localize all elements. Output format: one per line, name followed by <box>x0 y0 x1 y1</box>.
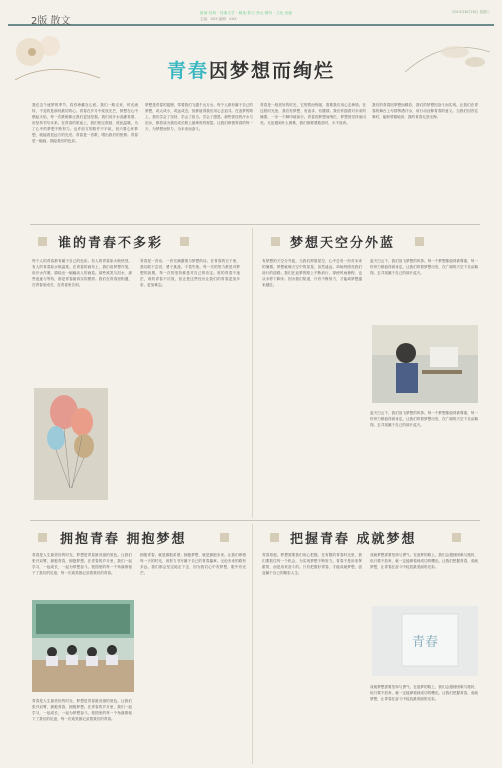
title-ornament <box>270 533 279 542</box>
section-1-title: 谁的青春不多彩 <box>58 236 164 251</box>
section-3-column-2: 拥抱青春，就是拥抱希望；拥抱梦想，就是拥抱未来。让我们珍惜每一天的时光，用努力书写属于自己的青春篇章。无论未来的路有多远，我们都会坚定地走下去，因为我们心中有梦想，眼中有光芒。 <box>140 553 246 575</box>
main-column-3: 青春是一段美好的时光，它短暂而绚丽，需要我们用心去珍惜。在这段时光里，我们有梦想、有追求、有激情。我们怀揣着对未来的憧憬，一步一个脚印地前行。青春因梦想而绚烂，梦想因坚持而闪亮。无论遇到什么困难，我们都要勇敢面对，永不放弃。 <box>260 103 366 125</box>
column-divider <box>252 228 253 518</box>
book-photo <box>372 606 478 676</box>
section-4-column-2: 成就梦想需要坚持与勇气。在追梦的路上，我们会遇到困难与挫折，但只要不放弃，就一定能够看到成功的曙光。让我们把握青春，成就梦想，让青春在奋斗中绽放最美丽的光彩。 <box>370 553 478 569</box>
svg-text:青春: 青春 <box>412 635 439 650</box>
section-divider <box>30 224 480 225</box>
header-tagline: 新闻·经典 · 经典文学 · 精选·散文·热点·期刊 · 文化·创意 <box>200 11 293 15</box>
title-ornament <box>38 237 47 246</box>
title-ornament <box>271 237 280 246</box>
title-ornament <box>38 533 47 542</box>
section-1-column-2: 青春是一首诗，一首充满激情与梦想的诗。在青春的日子里，我们敢于尝试，勇于挑战，不畏失败。每一次的努力都是对梦想的致敬，每一次的坚持都是对自己的肯定。谁的青春不迷茫，谁的青春不彷徨，但正是这些经历让我们的青春更加多彩，更加难忘。 <box>140 259 240 287</box>
section-3-title: 拥抱青春 拥抱梦想 <box>60 532 187 547</box>
section-3-column-3: 青春是人生最美好的时光，梦想是青春最亮丽的底色。让我们张开双臂，拥抱青春，拥抱梦想。在青春的岁月里，我们一起学习，一起成长，一起为梦想奋斗。校园里的每一个角落都留下了我们的足迹，每一次欢笑都记录着我们的青春。 <box>32 699 132 721</box>
page-label: 2版 散文 <box>31 16 71 27</box>
section-4-column-1: 青春易逝，梦想需要我们用心把握。在有限的青春时光里，我们要抓住每一个机会，为实现梦想不断努力。青春不是用来挥霍的，而是用来奋斗的。只有把握好青春，才能成就梦想，创造属于自己的精彩人生。 <box>262 553 362 575</box>
title-ornament <box>180 237 189 246</box>
section-divider <box>30 520 480 521</box>
section-2-title: 梦想天空分外蓝 <box>290 236 396 251</box>
issue-date: 2014年6月18日 星期三 <box>452 10 490 14</box>
header-editors: 主编：XXX 编辑：XXX <box>200 17 237 21</box>
student-photo <box>372 325 478 403</box>
title-ornament <box>220 533 229 542</box>
main-title-rest: 因梦想而绚烂 <box>209 60 336 82</box>
main-title-accent: 青春 <box>166 60 209 82</box>
main-column-2: 梦想是青春的翅膀，带着我们飞越千山万水。每个人都有属于自己的梦想，或大或小，或远或近，但都值得我们用心去追寻。在追梦的路上，我们学会了坚持，学会了担当，学会了感恩。那些曾经的汗水与泪水，都将成为我们成长路上最珍贵的财富。让我们珍惜青春的每一天，为梦想而努力，为未来而奋斗。 <box>145 103 253 131</box>
section-3-column-1: 青春是人生最美好的时光，梦想是青春最亮丽的底色。让我们张开双臂，拥抱青春，拥抱梦想。在青春的岁月里，我们一起学习，一起成长，一起为梦想奋斗。校园里的每一个角落都留下了我们的足迹，每一次欢笑都记录着我们的青春。 <box>32 553 132 575</box>
section-2-column-3: 蓝天白云下，我们放飞梦想的风筝。每一个梦想都值得被尊重，每一份努力都值得被肯定。让我们带着梦想出发，在广阔的天空下自由翱翔，去寻找属于自己的那片蓝天。 <box>370 411 478 427</box>
section-2-column-2: 蓝天白云下，我们放飞梦想的风筝。每一个梦想都值得被尊重，每一份努力都值得被肯定。让我们带着梦想出发，在广阔的天空下自由翱翔，去寻找属于自己的那片蓝天。 <box>370 259 478 275</box>
main-column-4: 我们的青春因梦想而精彩，我们的梦想因奋斗而实现。让我们在青春的舞台上尽情挥洒汗水，用行动诠释青春的意义。当我们回首往事时，能够骄傲地说：我的青春无怨无悔。 <box>372 103 478 119</box>
title-ornament <box>452 533 461 542</box>
main-title <box>0 56 502 83</box>
title-ornament <box>415 237 424 246</box>
classroom-photo <box>32 600 134 692</box>
balloons-photo <box>34 388 108 500</box>
main-column-1: 我在这个逐梦的季节，将你珍藏在心底。我们一路走来，时光流转，不变的是那份最初的心。青春在岁月中绽放光芒，梦想在心中燃起火焰，每一次跌倒都让我们更加坚强。我们用汗水浇灌希望，用坚持书写未来。在青春的旅途上，我们相互鼓励，彼此温暖，为了心中的梦想不断努力。也许前方的路并不平坦，但只要心怀梦想，就能看见远方的光亮。青春是一首歌，唱出我们的热情；青春是一幅画，描绘我们的色彩。 <box>32 103 138 143</box>
section-1-column-1: 每个人的青春都有属于自己的色彩。有人的青春如火般热烈，有人的青春如水般温柔。在青春的画布上，我们用梦想作笔，用汗水作墨，描绘出一幅幅动人的画卷。那些欢笑与泪水，那些追逐与等待，都是青春最真实的模样。我们在青春里相遇，在青春里成长，在青春里告别。 <box>32 259 132 287</box>
section-4-title: 把握青春 成就梦想 <box>290 532 417 547</box>
column-divider <box>252 524 253 764</box>
section-4-column-3: 成就梦想需要坚持与勇气。在追梦的路上，我们会遇到困难与挫折，但只要不放弃，就一定能够看到成功的曙光。让我们把握青春，成就梦想，让青春在奋斗中绽放最美丽的光彩。 <box>370 685 478 701</box>
header-rule <box>8 24 494 26</box>
section-2-column-1: 有梦想的天空分外蓝。当我们仰望星空，心中总有一份对未来的憧憬。梦想就像天空中的星星，虽然遥远，却始终照亮我们前行的道路。我们在追梦的路上不断前行，即使风雨兼程，也从未停下脚步。因为我们知道，只有不断努力，才能离梦想越来越近。 <box>262 259 362 287</box>
